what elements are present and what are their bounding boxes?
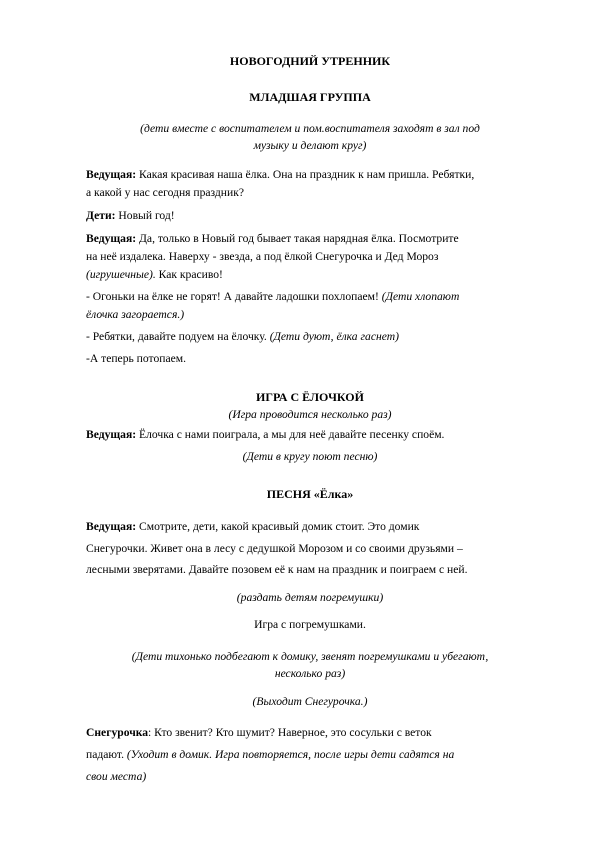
p3-text-3: Как красиво! (158, 268, 223, 281)
song-line6: свои места) (86, 770, 147, 783)
p4-text: - Огоньки на ёлке не горят! А давайте ладошки похлопаем! (86, 290, 379, 303)
p4-line2: ёлочка загорается.) (86, 308, 185, 321)
song-italic-5: (Уходит в домик. Игра повторяется, после игры дети садятся на (126, 748, 455, 761)
speaker-label: Ведущая: (86, 232, 137, 245)
speaker-label: Ведущая: (86, 520, 137, 533)
song-note2-line2: несколько раз) (274, 667, 346, 680)
speaker-label: Ведущая: (86, 428, 137, 441)
p5-text: - Ребятки, давайте подуем на ёлочку. (86, 330, 267, 343)
song-line2: Снегурочки. Живет она в лесу с дедушкой Морозом и со своими друзьями – (86, 542, 463, 555)
intro-note-line2: музыку и делают круг) (253, 139, 367, 152)
game-title: ИГРА С ЁЛОЧКОЙ (256, 390, 364, 404)
p3-line2: на неё издалека. Наверху - звезда, а под ёлкой Снегурочка и Дед Мороз (86, 250, 439, 263)
p3-text-1: Да, только в Новый год бывает такая нарядная ёлка. Посмотрите (139, 232, 459, 245)
p1-line1 (86, 168, 556, 182)
p2-line (86, 209, 556, 223)
song-title: ПЕСНЯ «Ёлка» (266, 487, 354, 501)
intro-note-line1: (дети вместе с воспитателем и пом.воспитателя заходят в зал под (140, 122, 480, 135)
p3-line1 (86, 232, 556, 246)
group-title: МЛАДШАЯ ГРУППА (249, 90, 371, 104)
song-note2-line1: (Дети тихонько подбегают к домику, звенят погремушками и убегают, (131, 650, 489, 663)
p4-line1 (86, 290, 556, 304)
game-text: Ёлочка с нами поиграла, а мы для неё давайте песенку споём. (139, 428, 445, 441)
p5-italic: (Дети дуют, ёлка гаснет) (269, 330, 399, 343)
document-title: НОВОГОДНИЙ УТРЕННИК (229, 54, 391, 68)
song-line5 (86, 748, 556, 762)
game-note-2: (Дети в кругу поют песню) (242, 450, 378, 463)
p6-line: -А теперь потопаем. (86, 352, 186, 365)
rattle-game-title: Игра с погремушками. (254, 618, 366, 631)
song-line4 (86, 726, 556, 740)
speaker-label: Ведущая: (86, 168, 137, 181)
song-text-1: Смотрите, дети, какой красивый домик стоит. Это домик (139, 520, 420, 533)
p4-italic: (Дети хлопают (381, 290, 460, 303)
p1-line2: а какой у нас сегодня праздник? (86, 186, 244, 199)
song-note: (раздать детям погремушки) (236, 591, 384, 604)
speaker-label: Снегурочка (86, 726, 149, 739)
song-line1 (86, 520, 556, 534)
p3-line3 (86, 268, 556, 282)
p2-text: Новый год! (118, 209, 175, 222)
song-note3: (Выходит Снегурочка.) (252, 695, 368, 708)
song-line3: лесными зверятами. Давайте позовем её к нам на праздник и поиграем с ней. (86, 563, 468, 576)
p5-line (86, 330, 556, 344)
p1-text-1: Какая красивая наша ёлка. Она на праздник к нам пришла. Ребятки, (139, 168, 475, 181)
song-text-4: : Кто звенит? Кто шумит? Наверное, это сосульки с веток (148, 726, 432, 739)
game-line (86, 428, 556, 442)
song-text-5: падают. (86, 748, 124, 761)
speaker-label: Дети: (86, 209, 116, 222)
game-note: (Игра проводится несколько раз) (228, 408, 392, 421)
p3-italic: (игрушечные). (86, 268, 156, 281)
